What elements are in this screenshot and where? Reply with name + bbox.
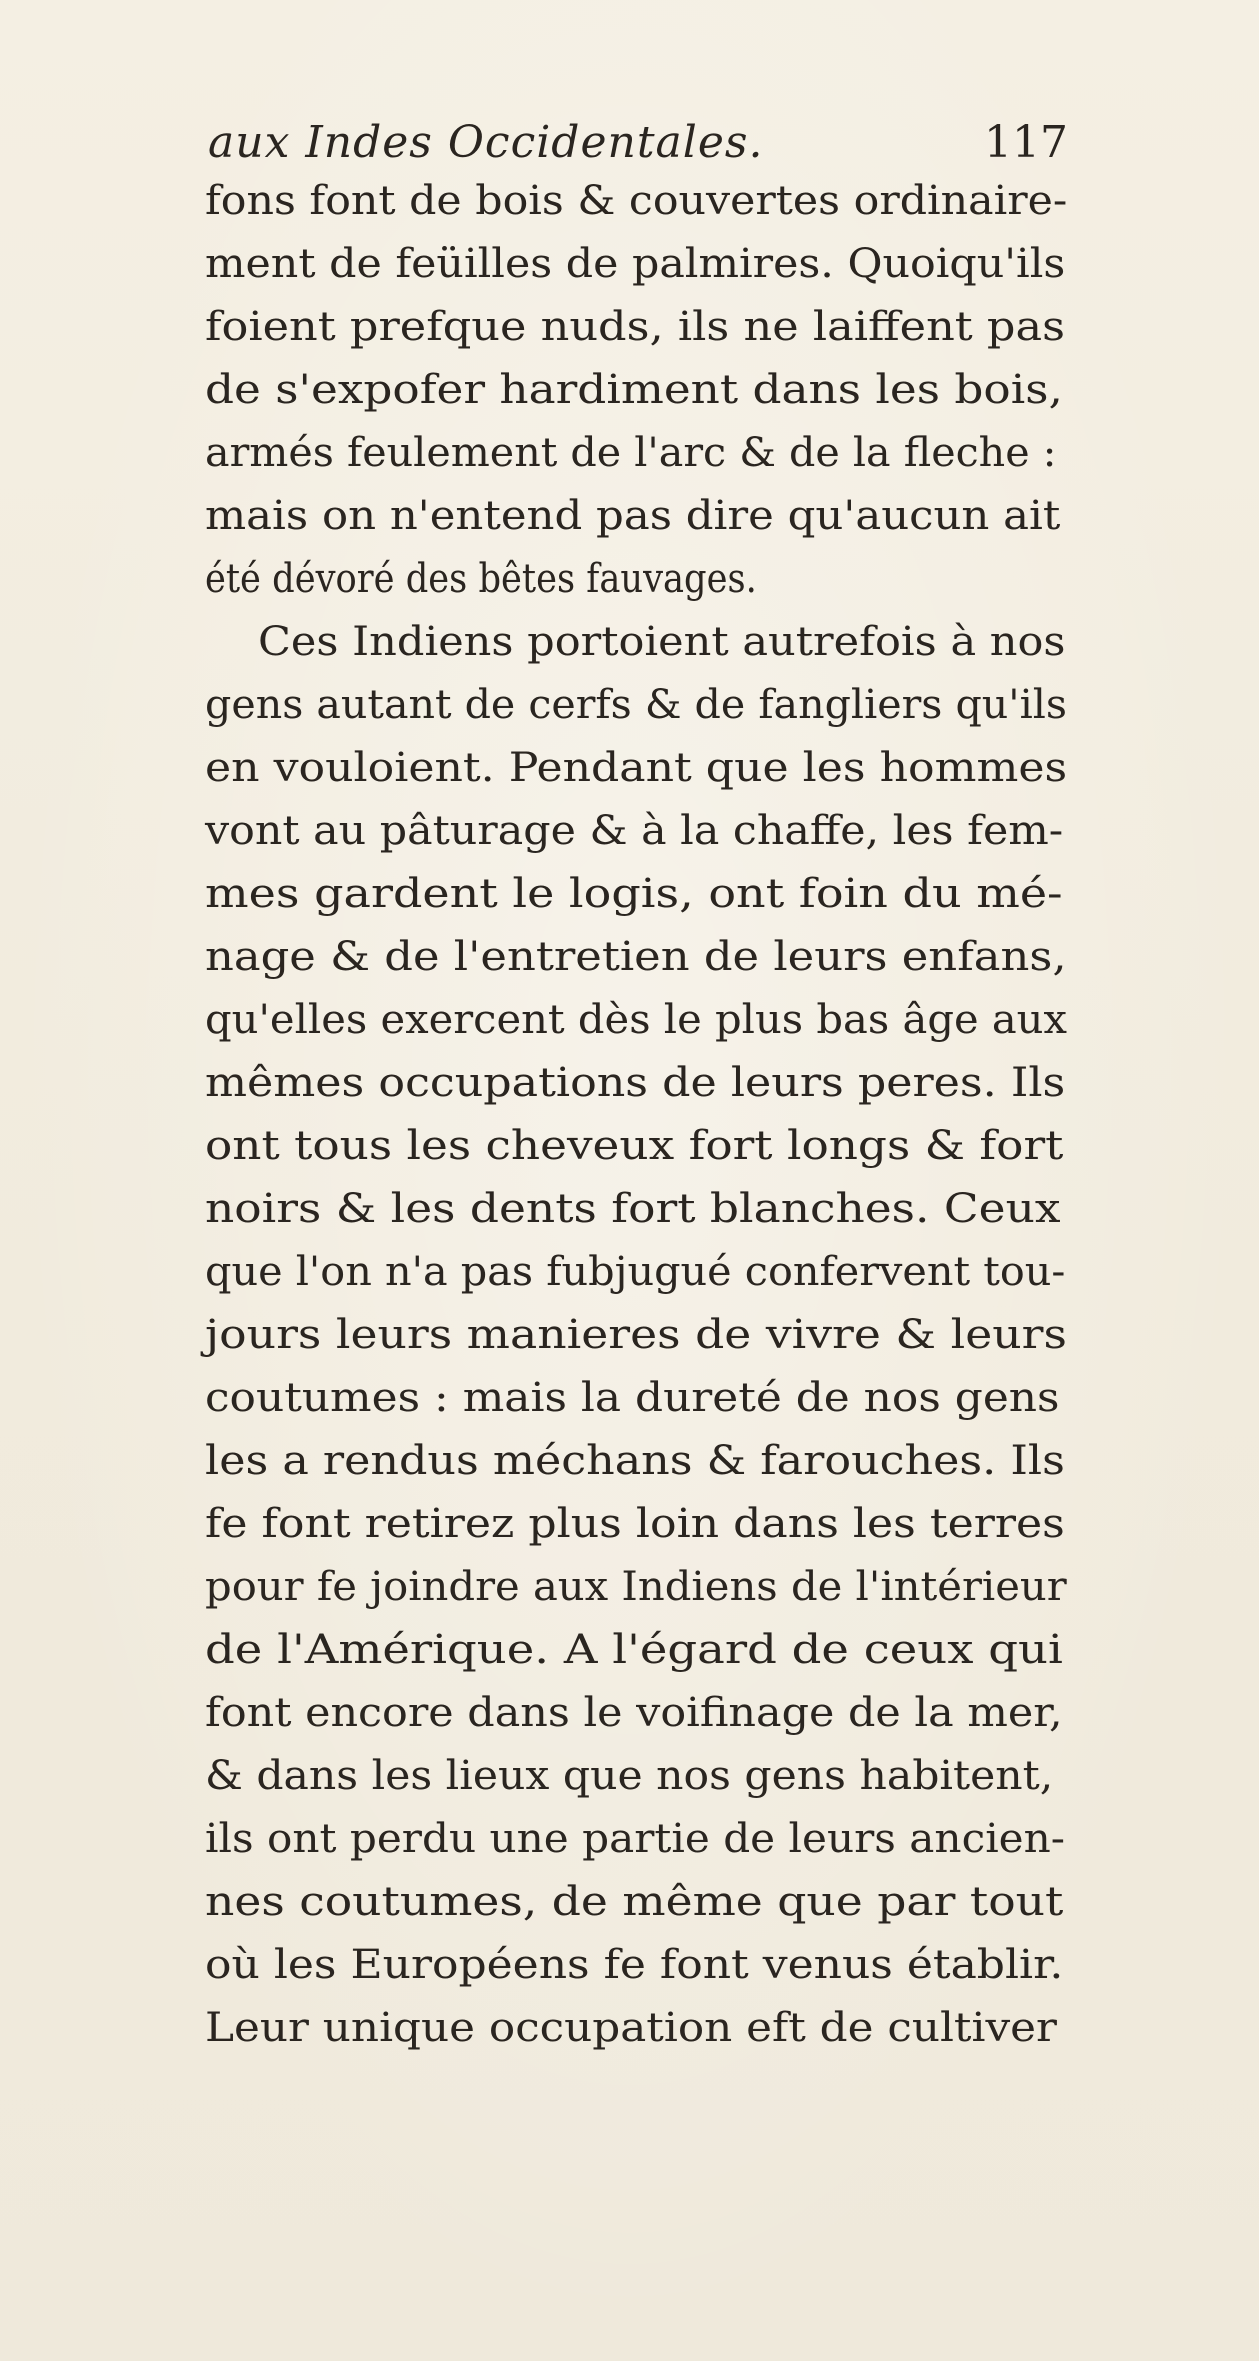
text-line: ils ont perdu une partie de leurs ancien-: [205, 1816, 1066, 1862]
text-line: nage & de l'entretien de leurs enfans,: [205, 934, 1067, 980]
text-line: foient prefque nuds, ils ne laiffent pas: [205, 304, 1065, 350]
text-line: fons font de bois & couvertes ordinaire-: [205, 178, 1068, 224]
text-line: les a rendus méchans & farouches. Ils: [205, 1438, 1065, 1484]
text-line: coutumes : mais la dureté de nos gens: [205, 1375, 1060, 1421]
text-line: mes gardent le logis, ont foin du mé-: [205, 871, 1063, 917]
page-header: [208, 108, 1068, 178]
text-line: pour fe joindre aux Indiens de l'intérieur: [205, 1564, 1067, 1610]
text-line: noirs & les dents fort blanches. Ceux: [205, 1186, 1061, 1232]
text-line: & dans les lieux que nos gens habitent,: [205, 1753, 1054, 1799]
running-title: aux Indes Occidentales.: [208, 117, 764, 168]
text-line: fe font retirez plus loin dans les terres: [205, 1501, 1065, 1547]
text-line: Ces Indiens portoient autrefois à nos: [258, 619, 1066, 665]
text-line: armés feulement de l'arc & de la fleche :: [205, 430, 1057, 476]
text-line: Leur unique occupation eft de cultiver: [205, 2005, 1057, 2051]
text-line: ment de feüilles de palmires. Quoiqu'ils: [205, 241, 1066, 287]
page-number: 117: [984, 117, 1068, 168]
text-line: en vouloient. Pendant que les hommes: [205, 745, 1068, 791]
text-line: ont tous les cheveux fort longs & fort: [205, 1123, 1064, 1169]
text-line: mais on n'entend pas dire qu'aucun ait: [205, 493, 1061, 539]
text-line: font encore dans le voifinage de la mer,: [205, 1690, 1063, 1736]
text-line: jours leurs manieres de vivre & leurs: [205, 1312, 1067, 1358]
text-line: nes coutumes, de même que par tout: [205, 1879, 1064, 1925]
text-line: mêmes occupations de leurs peres. Ils: [205, 1060, 1066, 1106]
body-text: [0, 173, 1259, 2093]
text-line: de l'Amérique. A l'égard de ceux qui: [205, 1627, 1063, 1673]
text-line: gens autant de cerfs & de fangliers qu'ils: [205, 682, 1068, 728]
text-line: de s'expofer hardiment dans les bois,: [205, 367, 1063, 413]
text-line: que l'on n'a pas fubjugué confervent tou-: [205, 1249, 1066, 1295]
text-line: été dévoré des bêtes fauvages.: [205, 556, 757, 602]
text-line: où les Européens fe font venus établir.: [205, 1942, 1064, 1988]
text-line: vont au pâturage & à la chaffe, les fem-: [205, 808, 1064, 854]
text-line: qu'elles exercent dès le plus bas âge aux: [205, 997, 1067, 1043]
